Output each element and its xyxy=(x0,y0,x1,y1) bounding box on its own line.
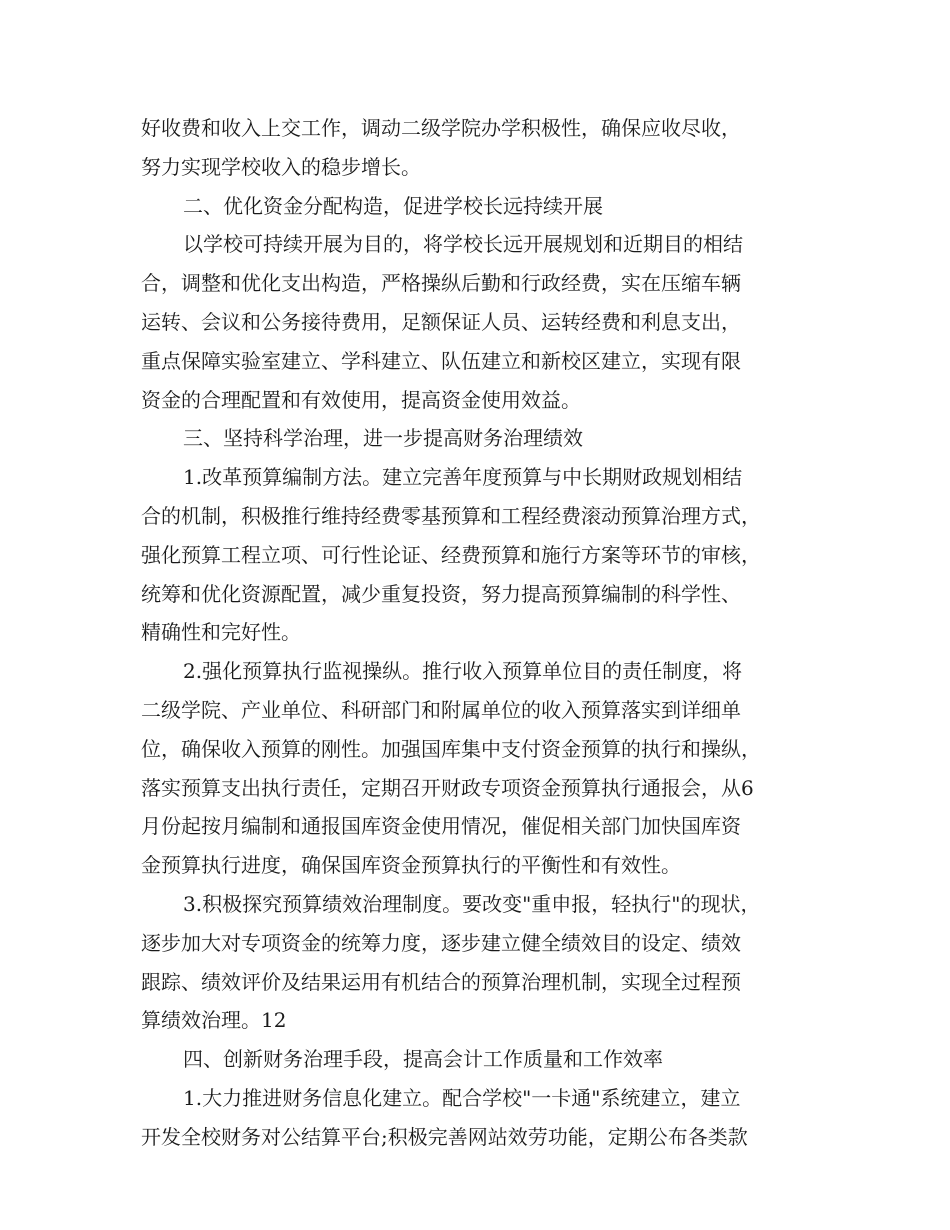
paragraph-line: 月份起按月编制和通报国库资金使用情况，催促相关部门加快国库资 xyxy=(141,814,741,839)
paragraph-line: 算绩效治理。12 xyxy=(141,1008,287,1033)
paragraph-line: 资金的合理配置和有效使用，提高资金使用效益。 xyxy=(141,387,581,412)
paragraph-line: 位，确保收入预算的刚性。加强国库集中支付资金预算的执行和操纵， xyxy=(141,736,761,761)
paragraph-line: 合的机制，积极推行维持经费零基预算和工程经费滚动预算治理方式， xyxy=(141,503,761,528)
paragraph-line: 统筹和优化资源配置，减少重复投资，努力提高预算编制的科学性、 xyxy=(141,581,741,606)
paragraph-line: 努力实现学校收入的稳步增长。 xyxy=(141,154,421,179)
paragraph-line: 二级学院、产业单位、科研部门和附属单位的收入预算落实到详细单 xyxy=(141,697,741,722)
paragraph-first-line: 1.改革预算编制方法。建立完善年度预算与中长期财政规划相结 xyxy=(183,465,743,490)
paragraph-line: 落实预算支出执行责任，定期召开财政专项资金预算执行通报会，从6 xyxy=(141,775,754,800)
paragraph-line: 开发全校财务对公结算平台;积极完善网站效劳功能，定期公布各类款 xyxy=(141,1124,748,1149)
paragraph-line: 逐步加大对专项资金的统筹力度，逐步建立健全绩效目的设定、绩效 xyxy=(141,930,741,955)
paragraph-line: 精确性和完好性。 xyxy=(141,620,301,645)
paragraph-first-line: 以学校可持续开展为目的，将学校长远开展规划和近期目的相结 xyxy=(183,232,743,257)
document-body xyxy=(141,109,811,1157)
paragraph-line: 跟踪、绩效评价及结果运用有机结合的预算治理机制，实现全过程预 xyxy=(141,969,741,994)
paragraph-line: 运转、会议和公务接待费用，足额保证人员、运转经费和利息支出， xyxy=(141,309,741,334)
paragraph-line: 重点保障实验室建立、学科建立、队伍建立和新校区建立，实现有限 xyxy=(141,348,741,373)
paragraph-line: 好收费和收入上交工作，调动二级学院办学积极性，确保应收尽收， xyxy=(141,116,741,140)
paragraph-first-line: 三、坚持科学治理，进一步提高财务治理绩效 xyxy=(183,426,583,451)
paragraph-first-line: 2.强化预算执行监视操纵。推行收入预算单位目的责任制度，将 xyxy=(183,659,743,684)
paragraph-first-line: 1.大力推进财务信息化建立。配合学校"一卡通"系统建立，建立 xyxy=(183,1085,741,1110)
paragraph-first-line: 3.积极探究预算绩效治理制度。要改变"重申报，轻执行"的现状， xyxy=(183,891,761,916)
paragraph-first-line: 四、创新财务治理手段，提高会计工作质量和工作效率 xyxy=(183,1047,663,1072)
paragraph-line: 金预算执行进度，确保国库资金预算执行的平衡性和有效性。 xyxy=(141,853,681,878)
paragraph-line: 强化预算工程立项、可行性论证、经费预算和施行方案等环节的审核， xyxy=(141,542,761,567)
paragraph-first-line: 二、优化资金分配构造，促进学校长远持续开展 xyxy=(183,193,603,218)
paragraph-line: 合，调整和优化支出构造，严格操纵后勤和行政经费，实在压缩车辆 xyxy=(141,271,741,296)
